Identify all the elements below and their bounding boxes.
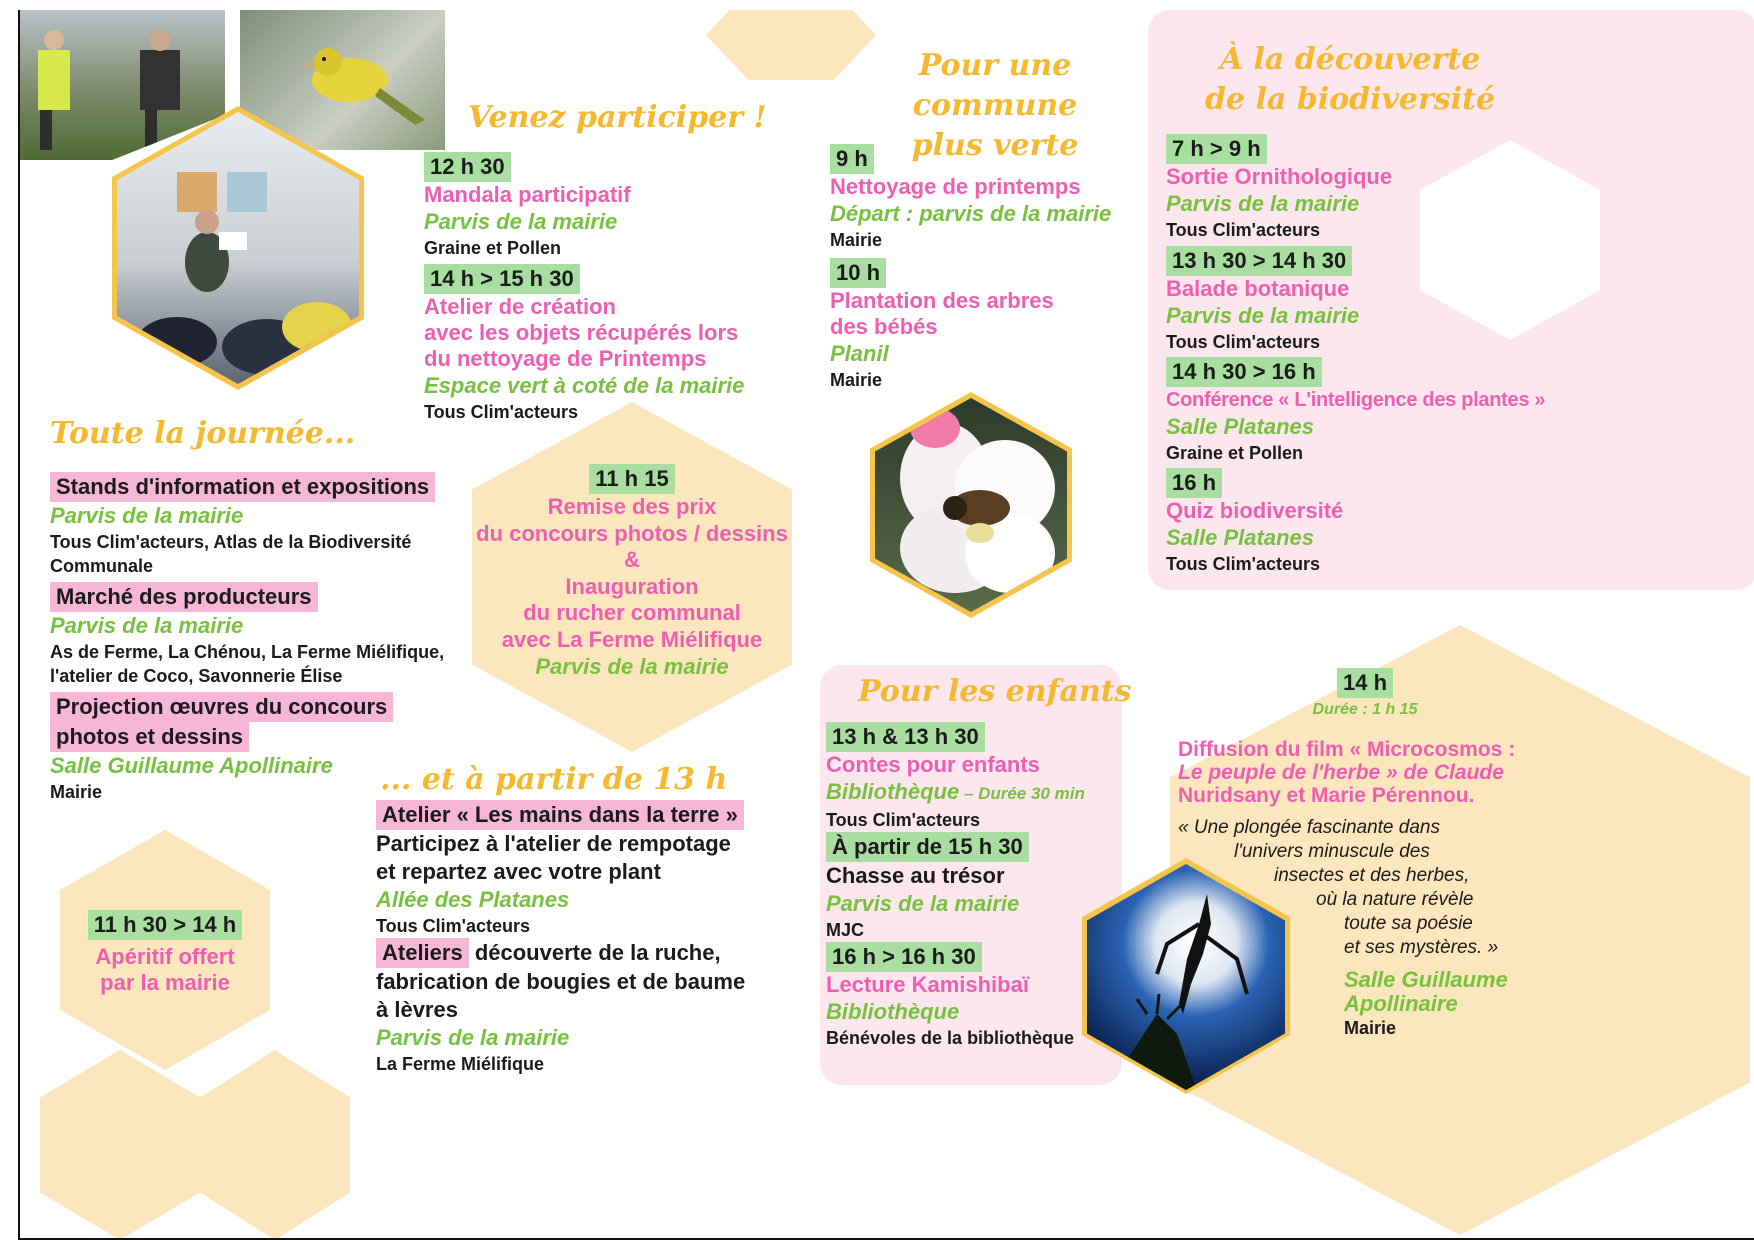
event-plantation: [830, 258, 1054, 392]
activity-description: et repartez avec votre plant: [376, 859, 661, 884]
prix-line: avec La Ferme Miélifique: [501, 626, 763, 652]
activity-organizer: La Ferme Miélifique: [376, 1054, 545, 1074]
film-quote-line: « Une plongée fascinante dans: [1178, 817, 1440, 838]
film-quote-line: et ses mystères. »: [1344, 937, 1499, 958]
event-place: Planil: [830, 341, 889, 366]
event-time: 10 h: [830, 258, 886, 288]
venez-title: Venez participer !: [468, 100, 767, 135]
brochure-spread: [18, 10, 1754, 1240]
event-balade: [1166, 246, 1359, 354]
activity-description: Participez à l'atelier de rempotage: [376, 831, 731, 856]
activity-description: découverte de la ruche,: [468, 940, 721, 965]
event-organizer: Tous Clim'acteurs: [1166, 332, 1320, 352]
film-title-line: Diffusion du film « Microcosmos :: [1178, 738, 1516, 761]
event-contes: [826, 722, 1085, 832]
journee-title: Toute la journée...: [50, 416, 356, 451]
event-title-line: Plantation des arbres: [830, 288, 1054, 313]
activity-tag: Projection œuvres du concours: [50, 692, 393, 722]
event-title: Lecture Kamishibaï: [826, 972, 1029, 997]
event-title: Quiz biodiversité: [1166, 498, 1344, 523]
prix-line: du rucher communal: [523, 600, 741, 625]
event-quiz: [1166, 468, 1343, 576]
activity-place: Salle Guillaume Apollinaire: [50, 753, 333, 778]
activity-organizer: Communale: [50, 556, 154, 576]
projection-item: [50, 692, 393, 804]
event-ornitho: [1166, 134, 1392, 242]
biodiv-title: [1180, 40, 1520, 120]
decor-hex: [40, 1050, 200, 1240]
event-time: 16 h: [1166, 468, 1222, 498]
event-organizer: MJC: [826, 920, 865, 940]
activity-tag: Ateliers: [376, 938, 469, 968]
activity-place: Parvis de la mairie: [50, 613, 244, 638]
activity-organizer: Tous Clim'acteurs, Atlas de la Biodiversité: [50, 532, 412, 552]
event-kamishibai: [826, 942, 1074, 1050]
event-conference: [1166, 357, 1545, 465]
storytelling-photo: [117, 112, 359, 384]
enfants-title: Pour les enfants: [858, 674, 1132, 709]
prix-line: Remise des prix: [547, 494, 717, 519]
event-place: Bibliothèque: [826, 999, 960, 1024]
event-nettoyage: [830, 144, 1111, 252]
atelier-mains-terre: [376, 800, 744, 938]
event-title: Sortie Ornithologique: [1166, 164, 1393, 189]
film-quote-line: l'univers minuscule des: [1234, 841, 1430, 862]
activity-place: Parvis de la mairie: [376, 1025, 570, 1050]
event-title-line: des bébés: [830, 314, 938, 339]
marche-item: [50, 582, 444, 688]
event-time: 9 h: [830, 144, 874, 174]
film-title-line: Le peuple de l'herbe » de Claude: [1178, 761, 1504, 784]
film-organizer: Mairie: [1344, 1018, 1397, 1038]
biodiv-title-line: À la découverte: [1219, 42, 1481, 77]
activity-tag: photos et dessins: [50, 722, 249, 752]
event-organizer: Graine et Pollen: [424, 238, 562, 258]
film-title-line: Nuridsany et Marie Pérennou.: [1178, 784, 1475, 807]
activity-description: fabrication de bougies et de baume: [376, 969, 746, 994]
prix-line: &: [624, 547, 640, 572]
event-time: 13 h & 13 h 30: [826, 722, 985, 752]
event-time: 16 h > 16 h 30: [826, 942, 982, 972]
prix-place: Parvis de la mairie: [535, 654, 729, 679]
prix-line: du concours photos / dessins: [476, 520, 788, 546]
activity-tag: Atelier « Les mains dans la terre »: [376, 800, 744, 830]
event-place: Départ : parvis de la mairie: [830, 201, 1112, 226]
event-title-line: Atelier de création: [424, 294, 616, 319]
event-place: Parvis de la mairie: [424, 209, 618, 234]
event-place: Parvis de la mairie: [1166, 191, 1360, 216]
event-time: 13 h 30 > 14 h 30: [1166, 246, 1352, 276]
film-quote-line: toute sa poésie: [1344, 913, 1473, 934]
commune-title-line: Pour une commune: [912, 48, 1078, 123]
event-chasse: [826, 832, 1029, 942]
film-venue: [1344, 968, 1508, 1040]
stands-item: [50, 472, 435, 578]
event-title: Balade botanique: [1166, 276, 1350, 301]
activity-place: Parvis de la mairie: [50, 503, 244, 528]
prix-block: [472, 464, 792, 681]
decor-hex: [200, 1050, 350, 1240]
event-place: Bibliothèque: [826, 779, 960, 804]
event-organizer: Mairie: [830, 230, 883, 250]
event-place: Salle Platanes: [1166, 525, 1314, 550]
event-mandala: [424, 152, 631, 260]
event-title: Conférence « L'intelligence des plantes »: [1166, 389, 1546, 411]
event-time: 12 h 30: [424, 152, 511, 182]
biodiv-title-line: de la biodiversité: [1204, 82, 1496, 117]
event-place: Espace vert à coté de la mairie: [424, 373, 745, 398]
event-organizer: Graine et Pollen: [1166, 443, 1304, 463]
commune-title-line: plus verte: [911, 128, 1079, 163]
event-time: 7 h > 9 h: [1166, 134, 1267, 164]
activity-organizer: Mairie: [50, 782, 103, 802]
event-place: Parvis de la mairie: [1166, 303, 1360, 328]
film-place-line: Salle Guillaume: [1344, 967, 1508, 992]
film-time: 14 h: [1337, 668, 1393, 698]
event-place: Salle Platanes: [1166, 414, 1314, 439]
film-duration: Durée : 1 h 15: [1312, 701, 1418, 718]
activity-organizer: l'atelier de Coco, Savonnerie Élise: [50, 666, 343, 686]
event-time: À partir de 15 h 30: [826, 832, 1029, 862]
film-place-line: Apollinaire: [1344, 991, 1458, 1016]
event-organizer: Bénévoles de la bibliothèque: [826, 1028, 1075, 1048]
event-time: 14 h 30 > 16 h: [1166, 357, 1322, 387]
film-title-block: [1178, 738, 1515, 807]
film-quote: [1178, 816, 1548, 960]
event-organizer: Tous Clim'acteurs: [1166, 554, 1320, 574]
event-title-line: avec les objets récupérés lors: [424, 320, 739, 345]
event-duration: – Durée 30 min: [959, 784, 1085, 803]
event-organizer: Tous Clim'acteurs: [826, 810, 980, 830]
activity-description: à lèvres: [376, 997, 458, 1022]
event-time: 14 h > 15 h 30: [424, 264, 580, 294]
event-title: Nettoyage de printemps: [830, 174, 1081, 199]
event-atelier-creation: [424, 264, 744, 424]
aperitif-block: [60, 910, 270, 996]
event-organizer: Mairie: [830, 370, 883, 390]
aperitif-line: Apéritif offert: [95, 944, 235, 969]
prix-line: Inauguration: [565, 573, 699, 599]
event-place: Parvis de la mairie: [826, 891, 1020, 916]
event-organizer: Tous Clim'acteurs: [1166, 220, 1320, 240]
activity-tag: Marché des producteurs: [50, 582, 318, 612]
event-title: Chasse au trésor: [826, 863, 1005, 888]
ateliers-ruche: [376, 938, 745, 1076]
event-title: Contes pour enfants: [826, 752, 1040, 777]
activity-organizer: As de Ferme, La Chénou, La Ferme Miélifique,: [50, 642, 445, 662]
aperitif-line: par la mairie: [100, 970, 230, 995]
film-time-block: [1270, 668, 1460, 722]
event-title: Mandala participatif: [424, 182, 631, 207]
apartir-title: ... et à partir de 13 h: [380, 762, 728, 797]
activity-organizer: Tous Clim'acteurs: [376, 916, 530, 936]
event-organizer: Tous Clim'acteurs: [424, 402, 578, 422]
activity-tag: Stands d'information et expositions: [50, 472, 435, 502]
film-quote-line: insectes et des herbes,: [1274, 865, 1470, 886]
prix-time: 11 h 15: [589, 464, 674, 494]
aperitif-time: 11 h 30 > 14 h: [88, 910, 242, 940]
event-title-line: du nettoyage de Printemps: [424, 346, 707, 371]
activity-place: Allée des Platanes: [376, 887, 570, 912]
film-quote-line: où la nature révèle: [1316, 889, 1474, 910]
